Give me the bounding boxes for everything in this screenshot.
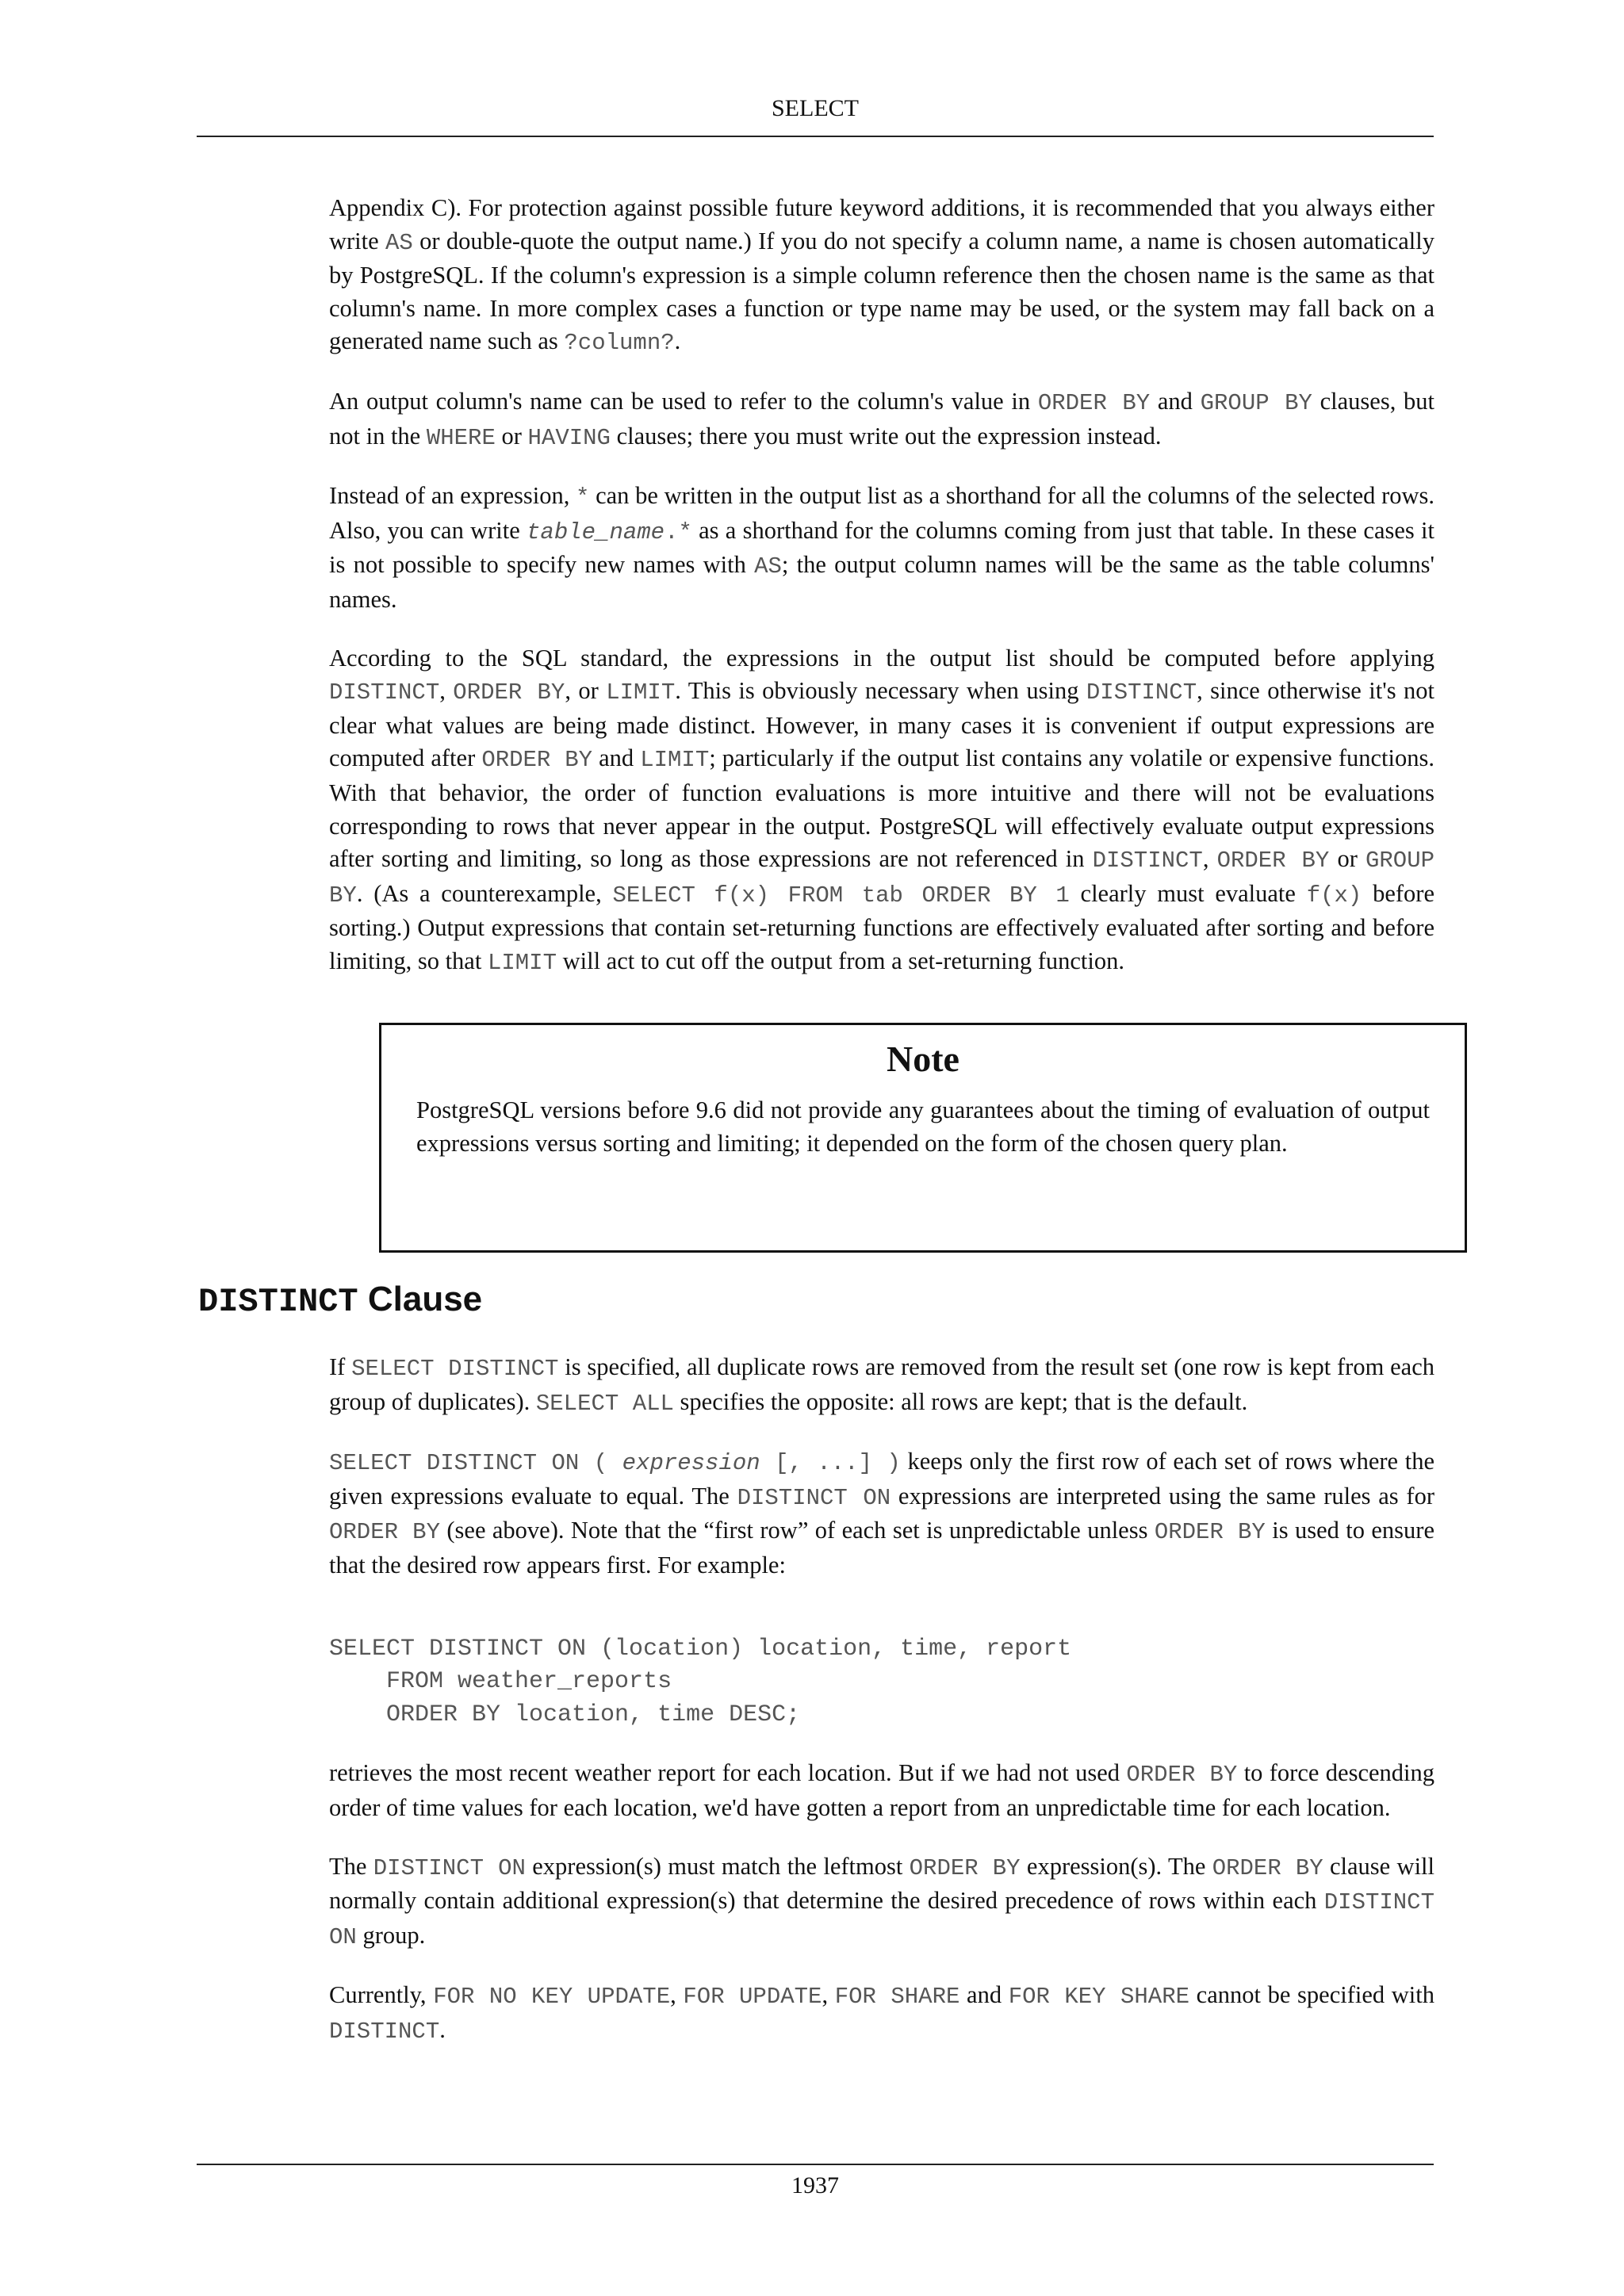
paragraph-retrieves: retrieves the most recent weather report for each location. But if we had not used ORDER BY to force descending order of time values for each location, we'd have gotten a report from an unpredictable time for each location. xyxy=(329,1759,1434,1821)
section-heading-text: Clause xyxy=(358,1280,483,1318)
code-inline: FOR UPDATE xyxy=(683,1984,822,2011)
code-inline: LIMIT xyxy=(640,747,710,774)
code-inline: DISTINCT xyxy=(1086,679,1197,706)
code-inline: f(x) xyxy=(1306,882,1362,909)
paragraph-column-name-usage: An output column's name can be used to refer to the column's value in ORDER BY and GROUP BY clauses, but not in the WHERE or HAVING clauses; there you must write out the expression instead. xyxy=(329,387,1434,451)
code-inline: ORDER BY xyxy=(481,747,592,774)
code-inline: LIMIT xyxy=(487,949,557,976)
paragraph-locking-clauses: Currently, FOR NO KEY UPDATE, FOR UPDATE, FOR SHARE and FOR KEY SHARE cannot be specified with DISTINCT. xyxy=(329,1981,1434,2045)
main-content xyxy=(329,192,1434,1004)
code-inline: ORDER BY xyxy=(1154,1519,1266,1546)
section-heading-code: DISTINCT xyxy=(198,1283,358,1321)
code-inline: ORDER BY xyxy=(453,679,565,706)
code-inline: ORDER BY xyxy=(1212,1854,1323,1881)
code-inline: ORDER BY xyxy=(909,1854,1021,1881)
paragraph-sql-standard: According to the SQL standard, the expressions in the output list should be computed before applying DISTINCT, ORDER BY, or LIMIT. This is obviously necessary when using DISTINCT, since otherwise it's not clear what values are being made distinct. However, in many cases it is convenient if output expressions are computed after ORDER BY and LIMIT; particularly if the output list contains any volatile or expensive functions. With that behavior, the order of function evaluations is more intuitive and there will not be evaluations corresponding to rows that never appear in the output. PostgreSQL will effectively evaluate output expressions after sorting and limiting, so long as those expressions are not referenced in DISTINCT, ORDER BY or GROUP BY. (As a counterexample, SELECT f(x) FROM tab ORDER BY 1 clearly must evaluate f(x) before sorting.) Output expressions that contain set-returning functions are effectively evaluated after sorting and before limiting, so that LIMIT will act to cut off the output from a set-returning function. xyxy=(329,644,1434,976)
code-inline: .* xyxy=(665,519,692,545)
code-inline: DISTINCT xyxy=(1092,848,1203,874)
section-heading xyxy=(198,1280,482,1321)
code-inline: GROUP BY xyxy=(329,848,1434,909)
paragraph-select-distinct: If SELECT DISTINCT is specified, all duplicate rows are removed from the result set (one row is kept from each group of duplicates). SELECT ALL specifies the opposite: all rows are kept; that is the default. xyxy=(329,1353,1434,1417)
paragraph-match-leftmost: The DISTINCT ON expression(s) must match the leftmost ORDER BY expression(s). The ORDER BY clause will normally contain additional expression(s) that determine the desired precedence of rows within each DISTINCT ON group. xyxy=(329,1852,1434,1950)
code-inline: FOR KEY SHARE xyxy=(1008,1984,1190,2011)
note-body: PostgreSQL versions before 9.6 did not provide any guarantees about the timing of evaluation of output expressions versus sorting and limiting; it depended on the form of the chosen query plan. xyxy=(416,1096,1430,1157)
paragraph-distinct-on: SELECT DISTINCT ON ( expression [, ...] ) keeps only the first row of each set of rows where the given expressions evaluate to equal. The DISTINCT ON expressions are interpreted using the same rules as for ORDER BY (see above). Note that the “first row” of each set is unpredictable unless ORDER BY is used to ensure that the desired row appears first. For example: xyxy=(329,1448,1434,1578)
note-title: Note xyxy=(887,1039,959,1079)
code-inline: HAVING xyxy=(527,424,611,451)
code-inline: AS xyxy=(754,553,782,580)
code-inline-italic: table_name xyxy=(527,519,665,545)
code-inline: DISTINCT ON xyxy=(737,1484,891,1511)
code-inline-italic: expression xyxy=(622,1450,760,1477)
code-inline: DISTINCT ON xyxy=(329,1889,1434,1950)
code-inline: * xyxy=(576,484,590,511)
page-number: 1937 xyxy=(791,2172,839,2198)
paragraph-output-name: Appendix C). For protection against possible future keyword additions, it is recommended that you always either write AS or double-quote the output name.) If you do not specify a column name, a name is chosen automatically by PostgreSQL. If the column's expression is a simple column reference then the chosen name is the same as that column's name. In more complex cases a function or type name may be used, or the system may fall back on a generated name such as ?column?. xyxy=(329,194,1434,357)
code-inline: ORDER BY xyxy=(329,1519,440,1546)
code-inline: DISTINCT ON xyxy=(373,1854,526,1881)
code-inline: ?column? xyxy=(564,330,675,357)
code-inline: DISTINCT xyxy=(329,2018,440,2045)
code-inline: SELECT f(x) FROM tab ORDER BY 1 xyxy=(612,882,1070,909)
code-inline: WHERE xyxy=(426,424,496,451)
code-inline: SELECT ALL xyxy=(535,1390,674,1417)
note-box xyxy=(379,1023,1467,1253)
section-content xyxy=(329,1351,1434,2074)
page-header: SELECT xyxy=(772,95,859,121)
header-rule xyxy=(197,136,1434,137)
code-inline: SELECT DISTINCT ON ( xyxy=(329,1450,622,1477)
code-inline: DISTINCT xyxy=(329,679,440,706)
paragraph-star-shorthand: Instead of an expression, * can be written in the output list as a shorthand for all the columns of the selected rows. Also, you can write table_name.* as a shorthand for the columns coming from just that table. In these cases it is not possible to specify new names with AS; the output column names will be the same as the table columns' names. xyxy=(329,482,1435,613)
code-line: SELECT DISTINCT ON (location) location, time, report xyxy=(329,1635,1072,1663)
code-inline: GROUP BY xyxy=(1200,389,1312,416)
code-inline: [, ...] ) xyxy=(760,1450,901,1477)
code-line: ORDER BY location, time DESC; xyxy=(329,1701,801,1728)
code-inline: SELECT DISTINCT xyxy=(351,1356,559,1382)
code-line: FROM weather_reports xyxy=(329,1668,672,1696)
code-listing xyxy=(329,1633,1434,1732)
code-inline: AS xyxy=(385,229,413,256)
footer-rule xyxy=(197,2164,1434,2165)
code-inline: ORDER BY xyxy=(1126,1762,1238,1789)
code-inline: ORDER BY xyxy=(1037,389,1151,416)
code-inline: FOR SHARE xyxy=(834,1984,960,2011)
code-inline: ORDER BY xyxy=(1216,848,1330,874)
code-inline: LIMIT xyxy=(606,679,676,706)
code-inline: FOR NO KEY UPDATE xyxy=(433,1984,671,2011)
